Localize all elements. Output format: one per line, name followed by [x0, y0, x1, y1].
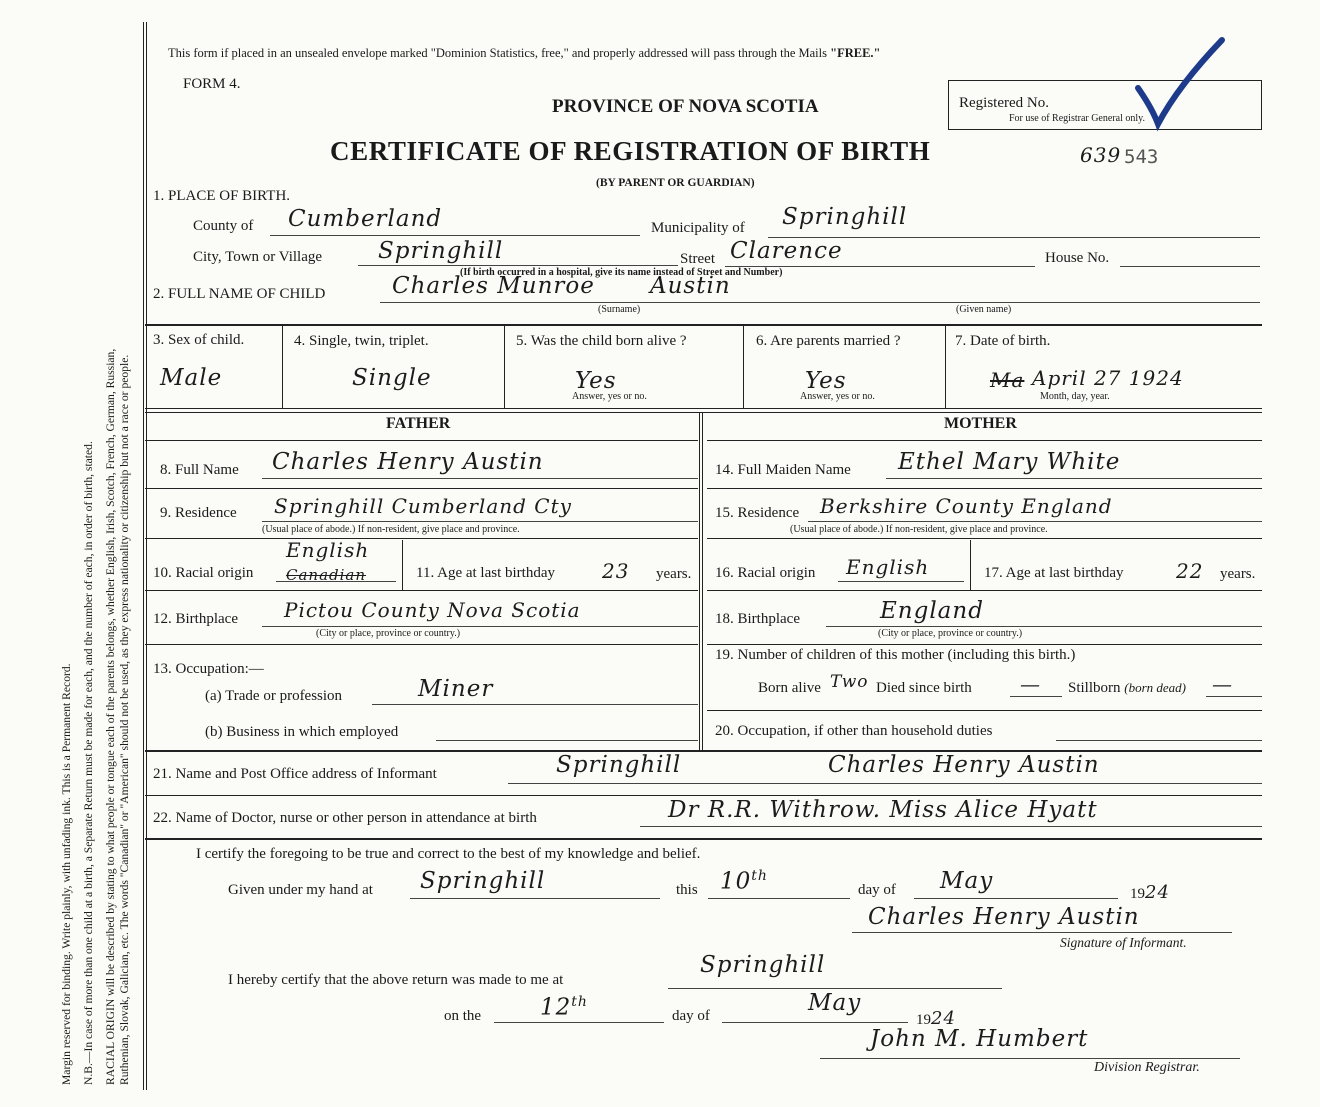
father-residence-label: 9. Residence	[160, 505, 237, 521]
registrar-day: 12th	[540, 994, 588, 1021]
alive-label: 5. Was the child born alive ?	[516, 333, 687, 349]
plurality-label: 4. Single, twin, triplet.	[294, 333, 429, 349]
given-day: 10th	[720, 868, 768, 895]
father-heading: FATHER	[386, 415, 451, 432]
city-value: Springhill	[378, 238, 504, 264]
married-caption: Answer, yes or no.	[800, 391, 875, 402]
city-label: City, Town or Village	[193, 249, 323, 265]
on-the-label: on the	[444, 1008, 482, 1024]
died-label: Died since birth	[876, 680, 972, 696]
municipality-label: Municipality of	[651, 220, 745, 236]
informant-signature: Charles Henry Austin	[868, 904, 1140, 930]
municipality-value: Springhill	[782, 204, 908, 230]
sex-label: 3. Sex of child.	[153, 332, 245, 348]
stillborn-value: —	[1212, 672, 1233, 696]
informant-name: Charles Henry Austin	[828, 752, 1100, 778]
father-racial-struck: Canadian	[286, 566, 367, 584]
informant-signature-caption: Signature of Informant.	[1060, 935, 1187, 950]
born-alive-label: Born alive	[758, 680, 821, 696]
dob-struck: Ma	[990, 368, 1025, 392]
registrar-place: Springhill	[700, 952, 826, 978]
doctor-label: 22. Name of Doctor, nurse or other person in attendance at birth	[153, 810, 537, 826]
given-day-of-label: day of	[858, 882, 896, 898]
died-value: —	[1020, 672, 1041, 696]
mother-name-label: 14. Full Maiden Name	[715, 462, 851, 478]
mother-racial-label: 16. Racial origin	[715, 565, 816, 581]
page-title: CERTIFICATE OF REGISTRATION OF BIRTH	[330, 136, 931, 166]
father-age-value: 23	[602, 559, 630, 583]
father-racial-label: 10. Racial origin	[153, 565, 254, 581]
page-subtitle: (BY PARENT OR GUARDIAN)	[596, 177, 755, 189]
mother-residence-caption: (Usual place of abode.) If non-resident, give place and province.	[790, 524, 1048, 535]
father-name-value: Charles Henry Austin	[272, 449, 544, 475]
mother-age-value: 22	[1176, 559, 1204, 583]
checkmark-icon	[1130, 36, 1230, 136]
given-year: 1924	[1130, 882, 1170, 903]
dob-caption: Month, day, year.	[1040, 391, 1110, 402]
mother-occupation-label: 20. Occupation, if other than household duties	[715, 723, 993, 739]
stamped-number: 543	[1124, 146, 1159, 168]
margin-note-2: N.B.—In case of more than one child at a birth, a Separate Return must be made for each, and the number of each, in order of birth, stated.	[82, 441, 95, 1085]
county-value: Cumberland	[288, 206, 443, 232]
margin-note-4: Ruthenian, Slovak, Galician, etc. The words "Canadian" or "American" should not be used, as they express nationality or citizenship but not a race or people.	[118, 354, 131, 1085]
father-trade-value: Miner	[418, 676, 494, 702]
registrar-caption: Division Registrar.	[1094, 1060, 1200, 1075]
margin-note-3: RACIAL ORIGIN will be described by stating to what people or tongue each of the parents belongs, whether English, Irish, Scotch, French, German, Russian,	[104, 348, 117, 1085]
born-alive-value: Two	[830, 672, 869, 692]
mother-name-value: Ethel Mary White	[898, 449, 1121, 475]
alive-value: Yes	[575, 368, 617, 394]
father-racial-value: English	[286, 538, 370, 562]
handwritten-number: 639	[1080, 143, 1122, 167]
hospital-note: (If birth occurred in a hospital, give its name instead of Street and Number)	[460, 267, 783, 278]
father-birthplace-label: 12. Birthplace	[153, 611, 238, 627]
registered-label: Registered No.	[959, 95, 1049, 111]
dob-label: 7. Date of birth.	[955, 333, 1051, 349]
given-caption: (Given name)	[956, 304, 1012, 315]
mother-residence-value: Berkshire County England	[820, 494, 1113, 518]
child-name-label: 2. FULL NAME OF CHILD	[153, 286, 326, 302]
sex-value: Male	[160, 365, 223, 391]
informant-place: Springhill	[556, 752, 682, 778]
married-value: Yes	[805, 368, 847, 394]
registrar-statement: I hereby certify that the above return was made to me at	[228, 972, 564, 988]
father-residence-caption: (Usual place of abode.) If non-resident, give place and province.	[262, 524, 520, 535]
form-number: FORM 4.	[183, 76, 241, 92]
certify-statement: I certify the foregoing to be true and correct to the best of my knowledge and belief.	[196, 846, 701, 862]
surname-caption: (Surname)	[598, 304, 641, 315]
married-label: 6. Are parents married ?	[756, 333, 901, 349]
father-birthplace-value: Pictou County Nova Scotia	[284, 598, 581, 622]
father-name-label: 8. Full Name	[160, 462, 239, 478]
mother-age-label: 17. Age at last birthday	[984, 565, 1124, 581]
registrar-signature: John M. Humbert	[870, 1026, 1089, 1052]
registrar-use-note: For use of Registrar General only.	[1009, 113, 1145, 124]
registrar-year: 1924	[916, 1008, 956, 1029]
child-given: Austin	[650, 273, 731, 299]
father-occupation-label: 13. Occupation:—	[153, 661, 264, 677]
child-surname: Charles Munroe	[392, 273, 595, 299]
given-label: Given under my hand at	[228, 882, 373, 898]
mother-residence-label: 15. Residence	[715, 505, 800, 521]
margin-notes	[0, 0, 140, 1107]
father-trade-label: (a) Trade or profession	[205, 688, 343, 704]
place-of-birth-label: 1. PLACE OF BIRTH.	[153, 188, 291, 204]
informant-label: 21. Name and Post Office address of Informant	[153, 766, 437, 782]
mother-years: years.	[1220, 566, 1256, 582]
mother-racial-value: English	[846, 555, 930, 579]
father-residence-value: Springhill Cumberland Cty	[274, 494, 572, 518]
margin-border	[143, 22, 147, 1090]
mail-note: This form if placed in an unsealed envelope marked "Dominion Statistics, free," and properly addressed will pass through the Mails "FREE."	[168, 46, 881, 60]
given-month: May	[940, 868, 994, 894]
mother-birthplace-value: England	[880, 598, 984, 624]
father-birthplace-caption: (City or place, province or country.)	[316, 628, 461, 639]
mother-heading: MOTHER	[944, 415, 1017, 432]
doctor-value: Dr R.R. Withrow. Miss Alice Hyatt	[668, 797, 1098, 823]
street-label: Street	[680, 251, 715, 267]
alive-caption: Answer, yes or no.	[572, 391, 647, 402]
province-heading: PROVINCE OF NOVA SCOTIA	[552, 96, 819, 117]
plurality-value: Single	[352, 365, 432, 391]
father-years: years.	[656, 566, 692, 582]
house-label: House No.	[1045, 250, 1110, 266]
father-business-label: (b) Business in which employed	[205, 724, 399, 740]
county-label: County of	[193, 218, 254, 234]
mother-birthplace-label: 18. Birthplace	[715, 611, 800, 627]
mother-birthplace-caption: (City or place, province or country.)	[878, 628, 1023, 639]
street-value: Clarence	[730, 238, 843, 264]
margin-note-1: Margin reserved for binding. Write plainly, with unfading ink. This is a Permanent Record.	[60, 663, 73, 1085]
mother-children-label: 19. Number of children of this mother (including this birth.)	[715, 647, 1076, 663]
dob-value: April 27 1924	[1032, 366, 1184, 390]
given-place: Springhill	[420, 868, 546, 894]
registrar-day-of-label: day of	[672, 1008, 710, 1024]
this-label: this	[676, 882, 698, 898]
stillborn-label: Stillborn (born dead)	[1068, 680, 1187, 696]
father-age-label: 11. Age at last birthday	[416, 565, 555, 581]
registrar-month: May	[808, 990, 862, 1016]
